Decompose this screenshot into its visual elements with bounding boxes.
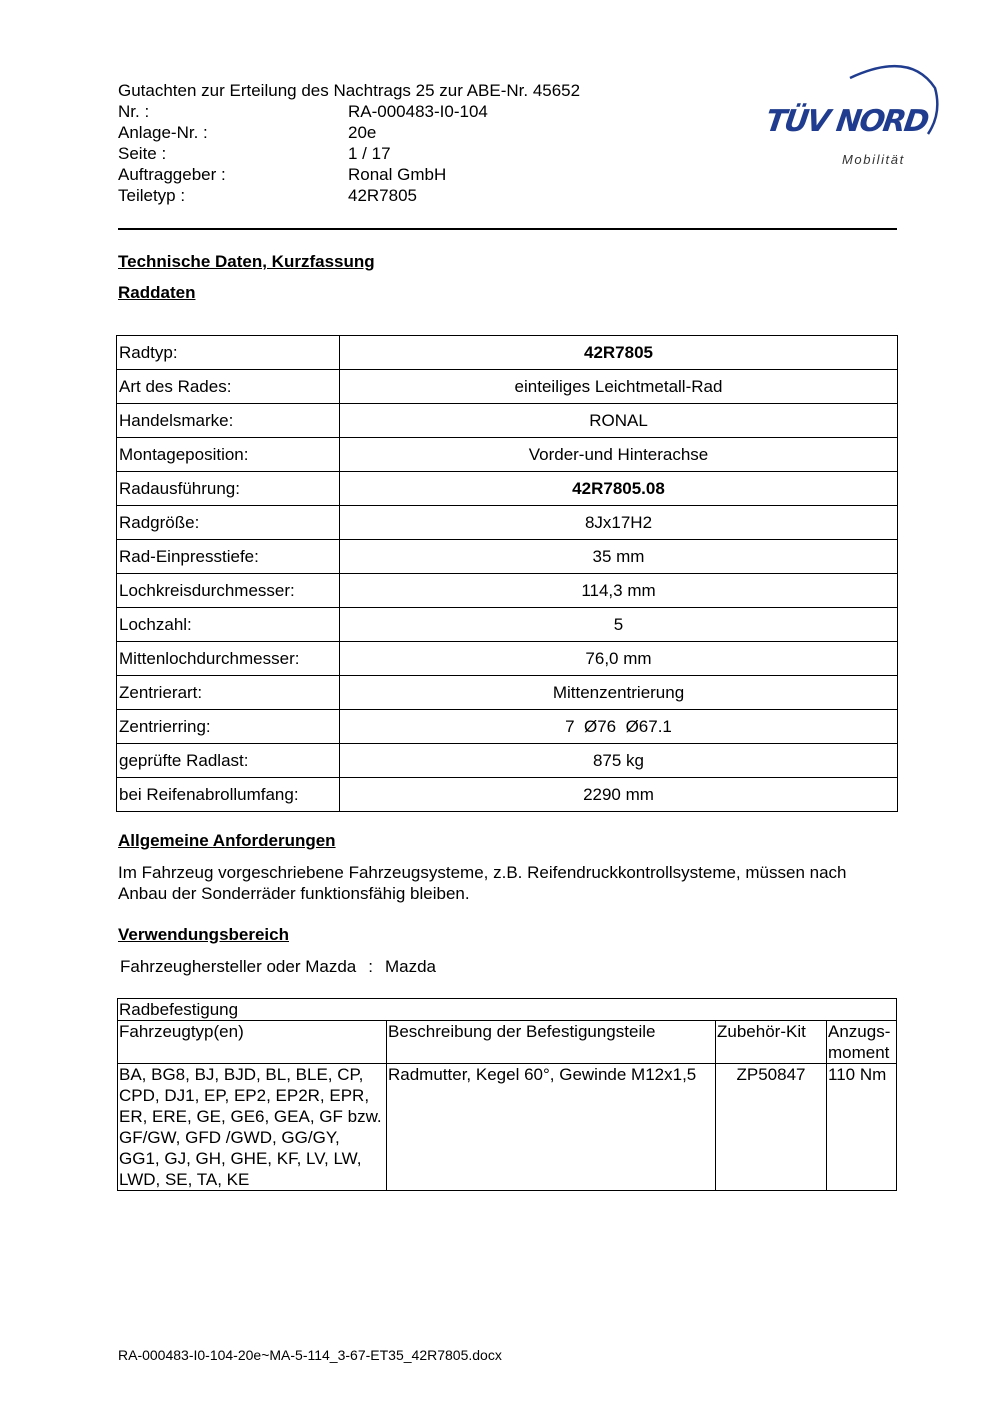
table-row [117, 608, 898, 642]
table-row [117, 370, 898, 404]
fastening-table [117, 998, 897, 1191]
header-field-auftraggeber [118, 164, 580, 185]
header-field-seite [118, 143, 580, 164]
row-value: 7 Ø76 Ø67.1 [340, 710, 898, 744]
column-header: Fahrzeugtyp(en) [118, 1021, 387, 1064]
header-value: 20e [348, 123, 377, 142]
row-value: 35 mm [340, 540, 898, 574]
row-label: Montageposition: [117, 438, 340, 472]
logo-brand: TÜV NORD [763, 104, 930, 139]
table-row [117, 676, 898, 710]
row-label: Handelsmarke: [117, 404, 340, 438]
header-value: 42R7805 [348, 186, 418, 205]
column-header: Anzugs- moment [827, 1021, 897, 1064]
table-row [117, 778, 898, 812]
row-value: 8Jx17H2 [340, 506, 898, 540]
row-value: 76,0 mm [340, 642, 898, 676]
manufacturer-value: Mazda [384, 957, 436, 976]
header-value: 1 / 17 [348, 144, 391, 163]
table-caption-row [118, 999, 897, 1021]
document-header [118, 80, 580, 206]
row-label: Lochkreisdurchmesser: [117, 574, 340, 608]
section-heading-tech: Technische Daten, Kurzfassung [118, 252, 375, 271]
row-value: Mittenzentrierung [340, 676, 898, 710]
table-row [117, 506, 898, 540]
table-row [118, 1064, 897, 1191]
row-label: Lochzahl: [117, 608, 340, 642]
table-row [117, 574, 898, 608]
section-heading-requirements: Allgemeine Anforderungen [118, 831, 336, 850]
requirements-text: Im Fahrzeug vorgeschriebene Fahrzeugsysteme, z.B. Reifendruckkontrollsysteme, müssen nach Anbau der Sonderräder funktionsfähig bleiben. [118, 863, 847, 903]
table-row [117, 710, 898, 744]
table-row [117, 438, 898, 472]
manufacturer-label: Fahrzeughersteller oder Mazda [120, 957, 357, 976]
row-label: geprüfte Radlast: [117, 744, 340, 778]
document-title: Gutachten zur Erteilung des Nachtrags 25 zur ABE-Nr. 45652 [118, 81, 581, 100]
kit-cell: ZP50847 [716, 1064, 827, 1191]
row-label: Zentrierart: [117, 676, 340, 710]
row-value: 42R7805.08 [340, 472, 898, 506]
header-label: Nr. : [118, 102, 150, 121]
section-heading-usage: Verwendungsbereich [118, 925, 289, 944]
row-value: 5 [340, 608, 898, 642]
row-value: 875 kg [340, 744, 898, 778]
table-row [117, 744, 898, 778]
description-cell: Radmutter, Kegel 60°, Gewinde M12x1,5 [387, 1064, 716, 1191]
header-divider [118, 228, 897, 230]
footer-filename: RA-000483-I0-104-20e~MA-5-114_3-67-ET35_42R7805.docx [118, 1347, 502, 1363]
manufacturer-line [120, 957, 436, 977]
table-header-row [118, 1021, 897, 1064]
row-label: Zentrierring: [117, 710, 340, 744]
column-header: Beschreibung der Befestigungsteile [387, 1021, 716, 1064]
table-caption: Radbefestigung [118, 999, 897, 1021]
header-field-anlage [118, 122, 580, 143]
row-label: Art des Rades: [117, 370, 340, 404]
header-label: Anlage-Nr. : [118, 123, 208, 142]
header-label: Auftraggeber : [118, 165, 226, 184]
torque-cell: 110 Nm [827, 1064, 897, 1191]
row-value: 42R7805 [340, 336, 898, 370]
row-label: Radtyp: [117, 336, 340, 370]
header-value: Ronal GmbH [348, 165, 447, 184]
row-label: Radausführung: [117, 472, 340, 506]
table-row [117, 642, 898, 676]
row-value: Vorder-und Hinterachse [340, 438, 898, 472]
wheel-data-table [116, 335, 898, 812]
header-label: Teiletyp : [118, 186, 186, 205]
row-label: Mittenlochdurchmesser: [117, 642, 340, 676]
row-label: Rad-Einpresstiefe: [117, 540, 340, 574]
manufacturer-separator: : [368, 957, 373, 976]
header-field-teiletyp [118, 185, 580, 206]
row-value: 114,3 mm [340, 574, 898, 608]
row-value: einteiliges Leichtmetall-Rad [340, 370, 898, 404]
header-field-nr [118, 101, 580, 122]
table-row [117, 472, 898, 506]
row-label: Radgröße: [117, 506, 340, 540]
table-row [117, 540, 898, 574]
row-value: 2290 mm [340, 778, 898, 812]
table-row [117, 336, 898, 370]
header-value: RA-000483-I0-104 [348, 102, 488, 121]
section-heading-wheel: Raddaten [118, 283, 196, 302]
table-row [117, 404, 898, 438]
vehicle-types-cell: BA, BG8, BJ, BJD, BL, BLE, CP, CPD, DJ1, EP, EP2, EP2R, EPR, ER, ERE, GE, GE6, GEA, GF bzw. GF/GW, GFD /GWD, GG/GY, GG1, GJ, GH, GHE, KF, LV, LW, LWD, SE, TA, KE [118, 1064, 387, 1191]
tuv-nord-logo [760, 58, 950, 173]
header-label: Seite : [118, 144, 167, 163]
column-header: Zubehör-Kit [716, 1021, 827, 1064]
logo-subtitle: Mobilität [842, 152, 905, 167]
row-value: RONAL [340, 404, 898, 438]
row-label: bei Reifenabrollumfang: [117, 778, 340, 812]
